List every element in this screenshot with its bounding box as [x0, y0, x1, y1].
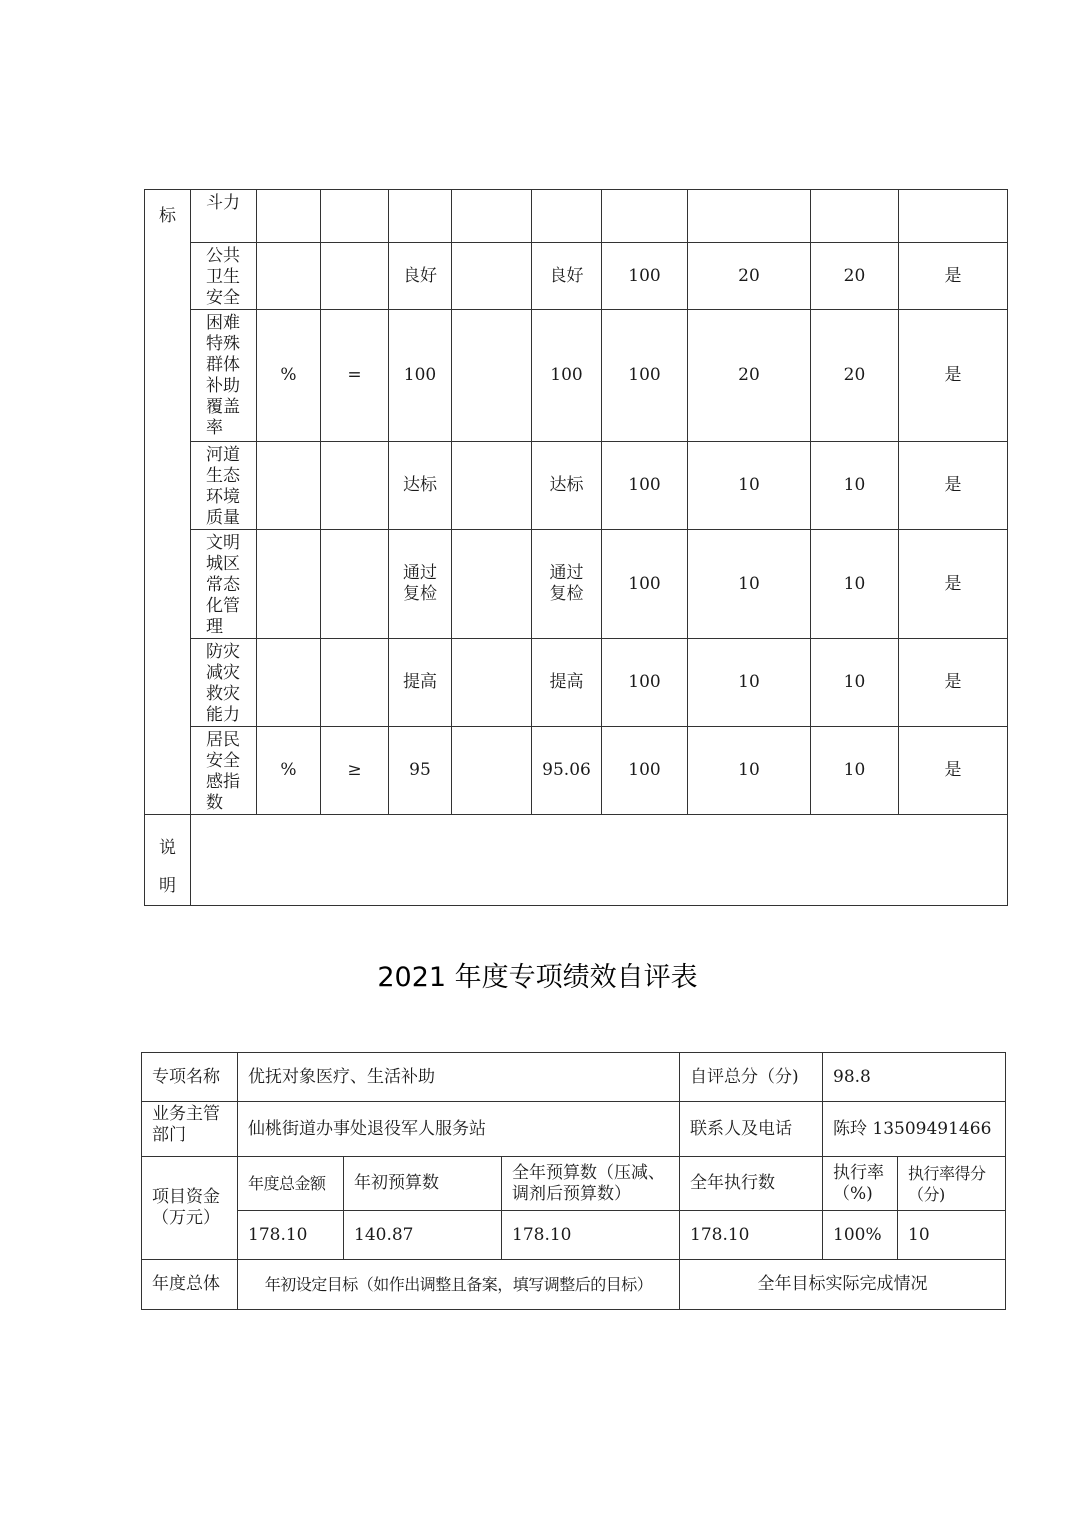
- funds-value: 178.10: [502, 1211, 680, 1260]
- operator-cell: [321, 530, 389, 639]
- blank-cell: [452, 310, 532, 442]
- blank-cell: [452, 639, 532, 727]
- funds-label: 项目资金（万元）: [142, 1157, 238, 1260]
- actual-cell: [532, 190, 602, 243]
- funds-header: 年度总金额: [238, 1157, 344, 1211]
- operator-cell: ≥: [321, 727, 389, 815]
- table-row: [142, 1157, 1006, 1211]
- funds-header: 全年执行数: [680, 1157, 823, 1211]
- actual-cell: 100: [532, 310, 602, 442]
- flag-cell: 是: [899, 530, 1008, 639]
- flag-cell: 是: [899, 639, 1008, 727]
- actual-cell: 提高: [532, 639, 602, 727]
- funds-value: 178.10: [680, 1211, 823, 1260]
- contact-value: 陈玲 13509491466: [823, 1102, 1006, 1157]
- contact-label: 联系人及电话: [680, 1102, 823, 1157]
- blank-cell: [452, 190, 532, 243]
- table-row: [145, 442, 1008, 530]
- table-row: [142, 1053, 1006, 1102]
- indicator-name: 文明城区常态化管理: [191, 530, 257, 639]
- funds-value: 10: [898, 1211, 1006, 1260]
- weight-cell: 10: [688, 530, 811, 639]
- dept-label: 业务主管部门: [142, 1102, 238, 1157]
- actual-cell: 通过复检: [532, 530, 602, 639]
- target-cell: 达标: [389, 442, 452, 530]
- unit-cell: [257, 530, 321, 639]
- rate-cell: [602, 190, 688, 243]
- rate-cell: 100: [602, 442, 688, 530]
- score-cell: [811, 190, 899, 243]
- table-row: [145, 530, 1008, 639]
- project-name-value: 优抚对象医疗、生活补助: [238, 1053, 680, 1102]
- blank-cell: [452, 530, 532, 639]
- self-score-value: 98.8: [823, 1053, 1006, 1102]
- unit-cell: [257, 442, 321, 530]
- table-row: [145, 727, 1008, 815]
- target-cell: 良好: [389, 243, 452, 310]
- flag-cell: 是: [899, 727, 1008, 815]
- blank-cell: [452, 243, 532, 310]
- score-cell: 10: [811, 639, 899, 727]
- target-cell: 通过复检: [389, 530, 452, 639]
- flag-cell: 是: [899, 310, 1008, 442]
- flag-cell: 是: [899, 442, 1008, 530]
- dept-value: 仙桃街道办事处退役军人服务站: [238, 1102, 680, 1157]
- table-row: [145, 243, 1008, 310]
- weight-cell: [688, 190, 811, 243]
- weight-cell: 10: [688, 727, 811, 815]
- weight-cell: 10: [688, 442, 811, 530]
- flag-cell: [899, 190, 1008, 243]
- weight-cell: 10: [688, 639, 811, 727]
- weight-cell: 20: [688, 310, 811, 442]
- unit-cell: [257, 243, 321, 310]
- score-cell: 20: [811, 310, 899, 442]
- blank-cell: [452, 727, 532, 815]
- target-cell: 100: [389, 310, 452, 442]
- goal-label: 年度总体: [142, 1260, 238, 1310]
- rate-cell: 100: [602, 530, 688, 639]
- goal-planned-label: 年初设定目标（如作出调整且备案，填写调整后的目标）: [238, 1260, 680, 1310]
- unit-cell: [257, 639, 321, 727]
- operator-cell: [321, 243, 389, 310]
- table-row: [145, 190, 1008, 243]
- side-label: 标: [145, 190, 191, 815]
- unit-cell: [257, 190, 321, 243]
- indicator-table: [144, 189, 1008, 906]
- unit-cell: %: [257, 310, 321, 442]
- blank-cell: [452, 442, 532, 530]
- indicator-name: 居民安全感指数: [191, 727, 257, 815]
- actual-cell: 95.06: [532, 727, 602, 815]
- operator-cell: [321, 639, 389, 727]
- note-label: 说明: [145, 815, 191, 906]
- actual-cell: 良好: [532, 243, 602, 310]
- funds-value: 140.87: [344, 1211, 502, 1260]
- table-row: [142, 1102, 1006, 1157]
- indicator-name: 斗力: [191, 190, 257, 243]
- score-cell: 10: [811, 442, 899, 530]
- operator-cell: [321, 190, 389, 243]
- indicator-name: 公共卫生安全: [191, 243, 257, 310]
- target-cell: 提高: [389, 639, 452, 727]
- table-row: [142, 1211, 1006, 1260]
- target-cell: 95: [389, 727, 452, 815]
- operator-cell: =: [321, 310, 389, 442]
- page-title: 2021 年度专项绩效自评表: [377, 962, 698, 993]
- indicator-name: 河道生态环境质量: [191, 442, 257, 530]
- funds-header: 执行率（%): [823, 1157, 898, 1211]
- rate-cell: 100: [602, 639, 688, 727]
- table-row: [145, 639, 1008, 727]
- flag-cell: 是: [899, 243, 1008, 310]
- note-row: [145, 815, 1008, 906]
- score-cell: 20: [811, 243, 899, 310]
- table-row: [142, 1260, 1006, 1310]
- rate-cell: 100: [602, 310, 688, 442]
- score-cell: 10: [811, 530, 899, 639]
- rate-cell: 100: [602, 243, 688, 310]
- evaluation-table: [141, 1052, 1006, 1310]
- target-cell: [389, 190, 452, 243]
- funds-header: 执行率得分（分): [898, 1157, 1006, 1211]
- funds-header: 全年预算数（压减、调剂后预算数）: [502, 1157, 680, 1211]
- rate-cell: 100: [602, 727, 688, 815]
- project-name-label: 专项名称: [142, 1053, 238, 1102]
- funds-header: 年初预算数: [344, 1157, 502, 1211]
- score-cell: 10: [811, 727, 899, 815]
- table-row: [145, 310, 1008, 442]
- indicator-name: 防灾减灾救灾能力: [191, 639, 257, 727]
- goal-actual-label: 全年目标实际完成情况: [680, 1260, 1006, 1310]
- funds-value: 178.10: [238, 1211, 344, 1260]
- indicator-name: 困难特殊群体补助覆盖率: [191, 310, 257, 442]
- actual-cell: 达标: [532, 442, 602, 530]
- unit-cell: %: [257, 727, 321, 815]
- funds-value: 100%: [823, 1211, 898, 1260]
- operator-cell: [321, 442, 389, 530]
- note-content: [191, 815, 1008, 906]
- self-score-label: 自评总分（分): [680, 1053, 823, 1102]
- weight-cell: 20: [688, 243, 811, 310]
